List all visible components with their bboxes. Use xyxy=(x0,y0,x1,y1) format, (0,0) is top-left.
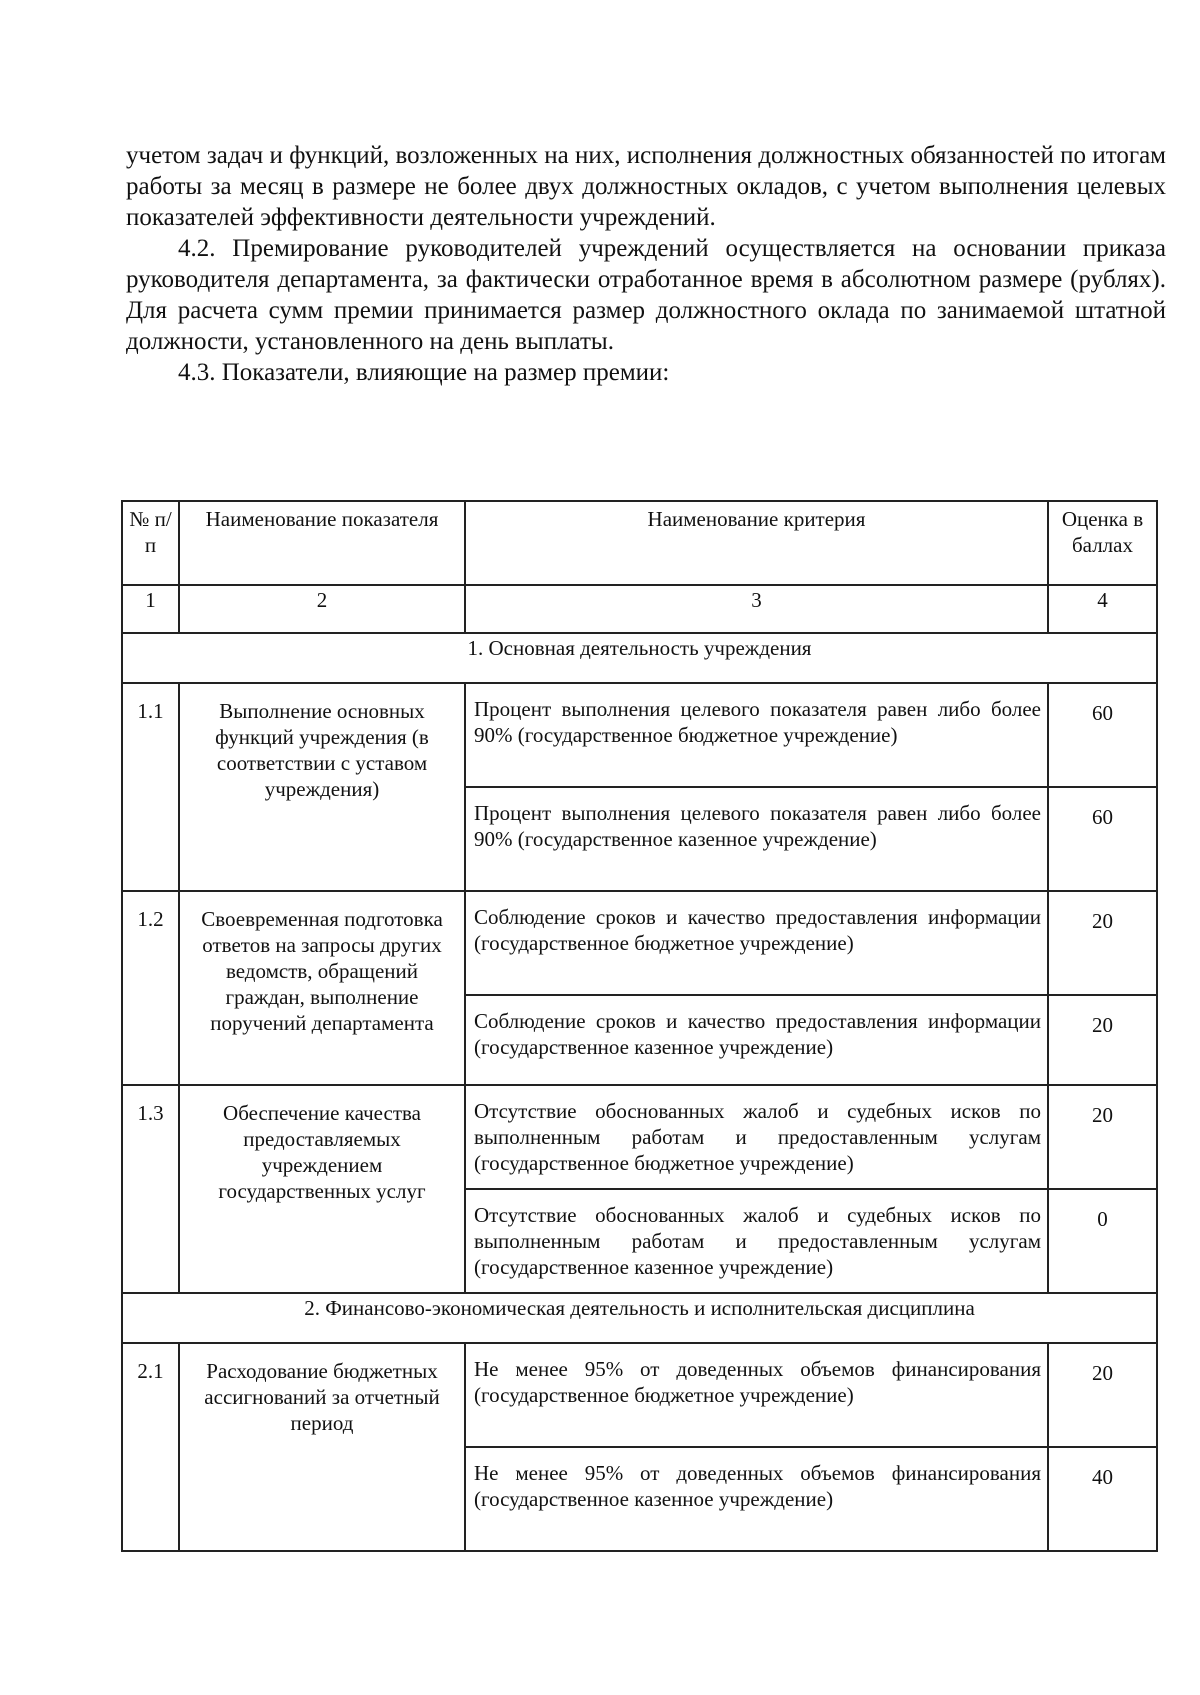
column-number: 4 xyxy=(1048,585,1157,633)
criterion-text: Соблюдение сроков и качество предоставления информации (государственное казенное учреждение) xyxy=(465,995,1048,1085)
row-number: 1.2 xyxy=(122,891,179,1085)
header-score: Оценка в баллах xyxy=(1048,501,1157,585)
row-number: 1.3 xyxy=(122,1085,179,1293)
header-num: № п/п xyxy=(122,501,179,585)
score-value: 60 xyxy=(1048,683,1157,787)
criterion-text: Не менее 95% от доведенных объемов финансирования (государственное казенное учреждение) xyxy=(465,1447,1048,1551)
indicator-name: Расходование бюджетных ассигнований за отчетный период xyxy=(179,1343,465,1551)
header-indicator: Наименование показателя xyxy=(179,501,465,585)
score-value: 0 xyxy=(1048,1189,1157,1293)
indicator-name: Выполнение основных функций учреждения (в соответствии с уставом учреждения) xyxy=(179,683,465,891)
table-row xyxy=(122,891,1157,995)
column-number: 3 xyxy=(465,585,1048,633)
row-number: 1.1 xyxy=(122,683,179,891)
criterion-text: Процент выполнения целевого показателя равен либо более 90% (государственное казенное учреждение) xyxy=(465,787,1048,891)
section-row xyxy=(122,633,1157,683)
column-number-row xyxy=(122,585,1157,633)
table-row xyxy=(122,683,1157,787)
column-number: 2 xyxy=(179,585,465,633)
indicator-name: Обеспечение качества предоставляемых учреждением государственных услуг xyxy=(179,1085,465,1293)
score-value: 20 xyxy=(1048,1085,1157,1189)
table-row xyxy=(122,1343,1157,1447)
column-number: 1 xyxy=(122,585,179,633)
indicators-table xyxy=(121,500,1158,1552)
table-row xyxy=(122,1085,1157,1189)
section-title: 2. Финансово-экономическая деятельность и исполнительская дисциплина xyxy=(122,1293,1157,1343)
row-number: 2.1 xyxy=(122,1343,179,1551)
criterion-text: Процент выполнения целевого показателя равен либо более 90% (государственное бюджетное учреждение) xyxy=(465,683,1048,787)
criterion-text: Отсутствие обоснованных жалоб и судебных исков по выполненным работам и предоставленным услугам (государственное казенное учреждение) xyxy=(465,1189,1048,1293)
score-value: 20 xyxy=(1048,1343,1157,1447)
intro-text xyxy=(126,140,1166,388)
score-value: 20 xyxy=(1048,995,1157,1085)
section-row xyxy=(122,1293,1157,1343)
score-value: 60 xyxy=(1048,787,1157,891)
criterion-text: Не менее 95% от доведенных объемов финансирования (государственное бюджетное учреждение) xyxy=(465,1343,1048,1447)
score-value: 20 xyxy=(1048,891,1157,995)
criterion-text: Соблюдение сроков и качество предоставления информации (государственное бюджетное учреждение) xyxy=(465,891,1048,995)
table-header-row xyxy=(122,501,1157,585)
indicator-name: Своевременная подготовка ответов на запросы других ведомств, обращений граждан, выполнение поручений департамента xyxy=(179,891,465,1085)
score-value: 40 xyxy=(1048,1447,1157,1551)
intro-paragraph-2: 4.2. Премирование руководителей учреждений осуществляется на основании приказа руководителя департамента, за фактически отработанное время в абсолютном размере (рублях). Для расчета сумм премии принимается размер должностного оклада по занимаемой штатной должности, установленного на день выплаты. xyxy=(126,235,1166,355)
intro-paragraph-3: 4.3. Показатели, влияющие на размер премии: xyxy=(178,359,670,386)
criterion-text: Отсутствие обоснованных жалоб и судебных исков по выполненным работам и предоставленным услугам (государственное бюджетное учреждение) xyxy=(465,1085,1048,1189)
header-criterion: Наименование критерия xyxy=(465,501,1048,585)
intro-paragraph-1: учетом задач и функций, возложенных на них, исполнения должностных обязанностей по итогам работы за месяц в размере не более двух должностных окладов, с учетом выполнения целевых показателей эффективности деятельности учреждений. xyxy=(126,142,1166,231)
section-title: 1. Основная деятельность учреждения xyxy=(122,633,1157,683)
